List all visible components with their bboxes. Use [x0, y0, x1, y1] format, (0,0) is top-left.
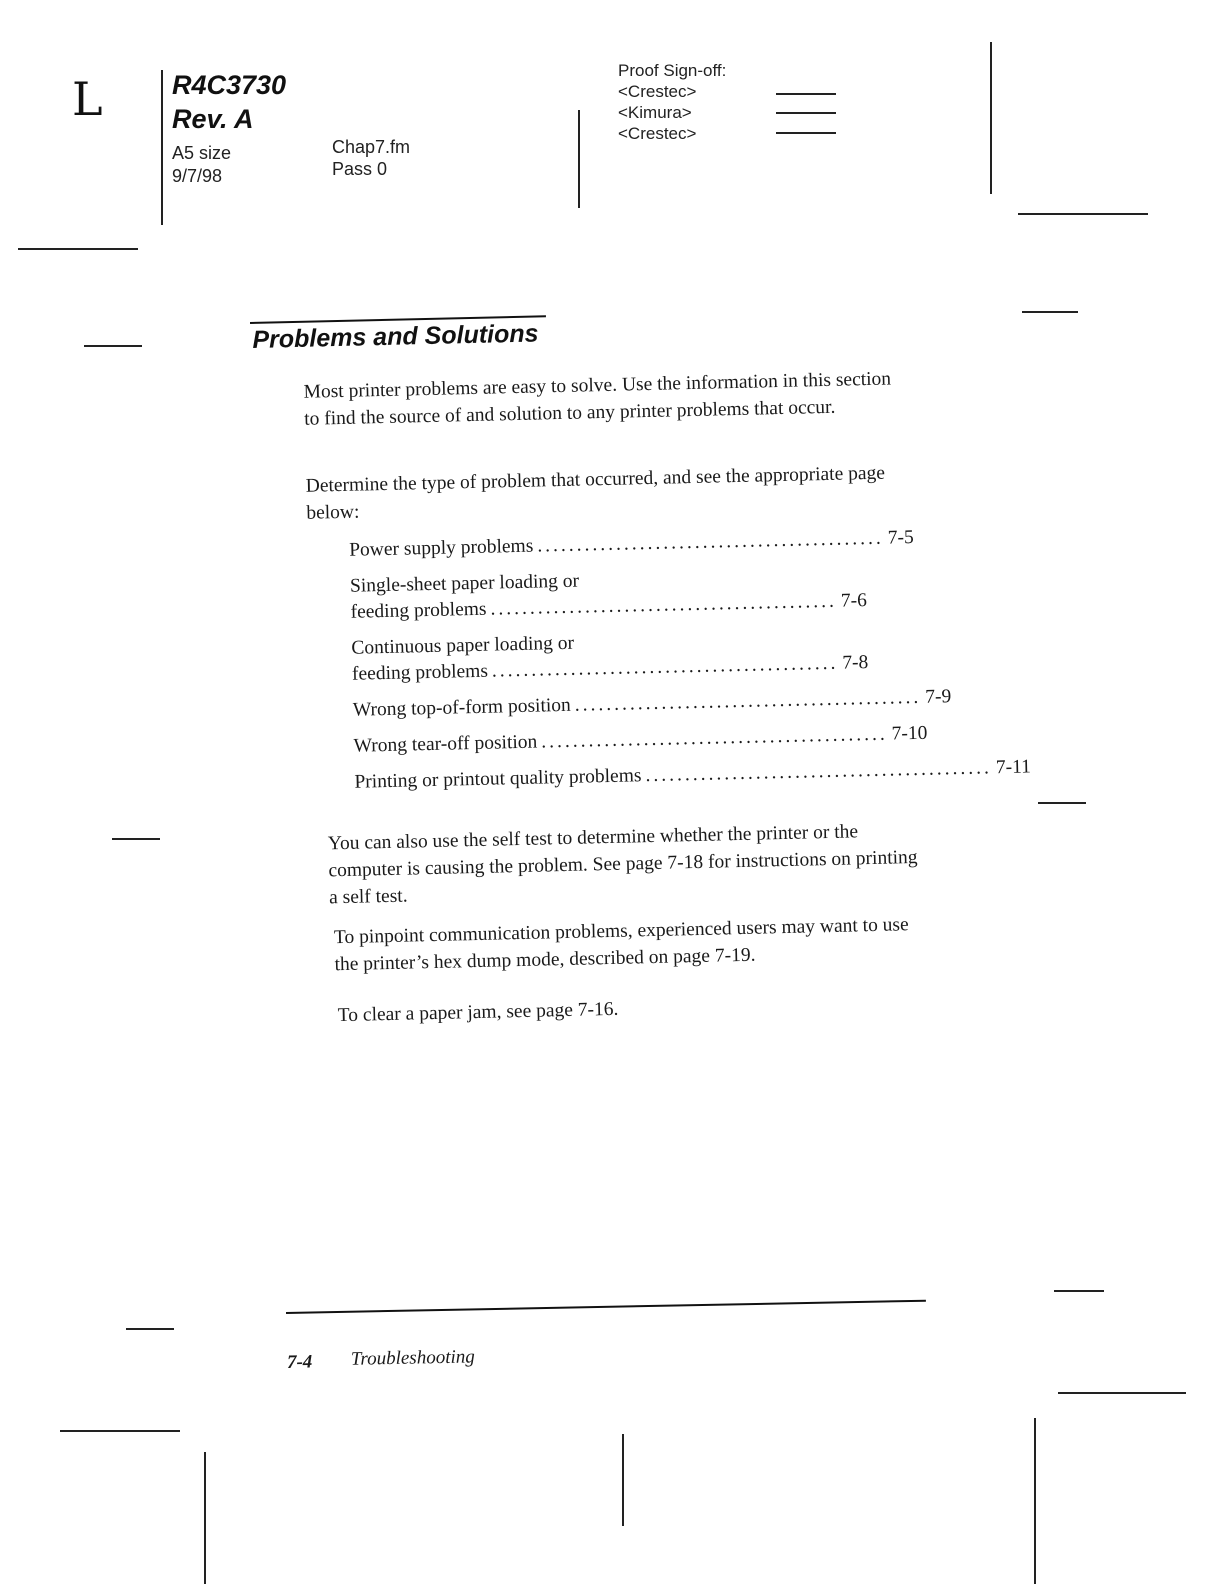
- crop-mark: [18, 248, 138, 250]
- toc-page: 7-11: [995, 756, 1032, 779]
- proof-signoff: [618, 60, 726, 144]
- crop-mark: [112, 838, 160, 840]
- dot-leader: ............................................: [537, 527, 884, 557]
- toc-page: 7-6: [840, 590, 868, 612]
- paper-size-label: A5 size: [172, 143, 232, 163]
- file-name-label: Chap7.fm: [332, 137, 411, 157]
- crop-mark: [1034, 1418, 1036, 1584]
- dot-leader: ............................................: [491, 652, 839, 682]
- determine-paragraph: Determine the type of problem that occurred, and see the appropriate page below:: [305, 462, 886, 524]
- dot-leader: ............................................: [645, 757, 993, 787]
- crop-mark: [622, 1434, 624, 1526]
- dot-leader: ............................................: [541, 723, 888, 753]
- crop-mark: [1054, 1290, 1104, 1292]
- self-test-paragraph: You can also use the self test to determine whether the printer or the computer is causing the problem. See page 7-18 for instructions on printing a self test.: [327, 821, 918, 909]
- crop-mark: [60, 1430, 180, 1432]
- crop-mark: [1058, 1392, 1186, 1394]
- revision-label: Rev. A: [172, 104, 254, 134]
- crop-mark: [1038, 802, 1086, 804]
- crop-mark: [126, 1328, 174, 1330]
- toc-item[interactable]: Continuous paper loading or feeding problems ............................................ 7-8: [351, 625, 812, 687]
- crop-mark: [578, 110, 580, 208]
- section-problems-and-solutions: [250, 307, 1032, 1027]
- intro-paragraph: Most printer problems are easy to solve. Use the information in this section to find the source of and solution to any printer problems that occur.: [303, 368, 892, 430]
- crop-mark: [161, 70, 163, 225]
- footer-rule: [286, 1300, 926, 1314]
- date-label: 9/7/98: [172, 166, 223, 186]
- document-code: R4C3730: [172, 70, 287, 100]
- signoff-title: Proof Sign-off:: [618, 61, 727, 80]
- page-footer: [286, 1300, 926, 1373]
- crop-mark: [84, 345, 142, 347]
- crop-mark: [990, 42, 992, 194]
- toc-page: 7-9: [924, 686, 952, 708]
- toc-item[interactable]: Wrong tear-off position ............................................ 7-10: [353, 723, 813, 759]
- problem-index: [348, 527, 1032, 805]
- page-side-letter: L: [72, 72, 103, 126]
- crop-mark: [1022, 311, 1078, 313]
- crop-mark: [1018, 213, 1148, 215]
- dot-leader: ............................................: [574, 686, 922, 716]
- signoff-line: [776, 132, 836, 134]
- pass-label: Pass 0: [332, 159, 388, 179]
- signoff-entry: <Kimura>: [618, 103, 692, 122]
- toc-page: 7-8: [842, 652, 869, 674]
- toc-item[interactable]: Single-sheet paper loading or feeding problems ............................................ 7-6: [350, 563, 811, 625]
- signoff-entry: <Crestec>: [618, 82, 697, 101]
- hex-dump-paragraph: To pinpoint communication problems, experienced users may want to use the printer’s hex dump mode, described on page 7-19.: [333, 914, 909, 976]
- crop-mark: [204, 1452, 206, 1584]
- page-number: 7-4: [286, 1351, 313, 1373]
- toc-item[interactable]: Power supply problems ............................................ 7-5: [349, 527, 809, 563]
- paper-jam-paragraph: To clear a paper jam, see page 7-16.: [337, 998, 619, 1027]
- signoff-entry: <Crestec>: [618, 124, 697, 143]
- chapter-title: Troubleshooting: [350, 1346, 475, 1370]
- section-title: Problems and Solutions: [252, 319, 539, 354]
- toc-page: 7-10: [891, 722, 928, 745]
- signoff-line: [776, 93, 836, 95]
- toc-page: 7-5: [887, 527, 914, 549]
- signoff-line: [776, 112, 836, 114]
- toc-item[interactable]: Wrong top-of-form position ............................................ 7-9: [353, 687, 813, 723]
- toc-item[interactable]: Printing or printout quality problems ............................................ 7-11: [354, 759, 814, 795]
- dot-leader: ............................................: [490, 590, 838, 620]
- document-id: [172, 68, 286, 136]
